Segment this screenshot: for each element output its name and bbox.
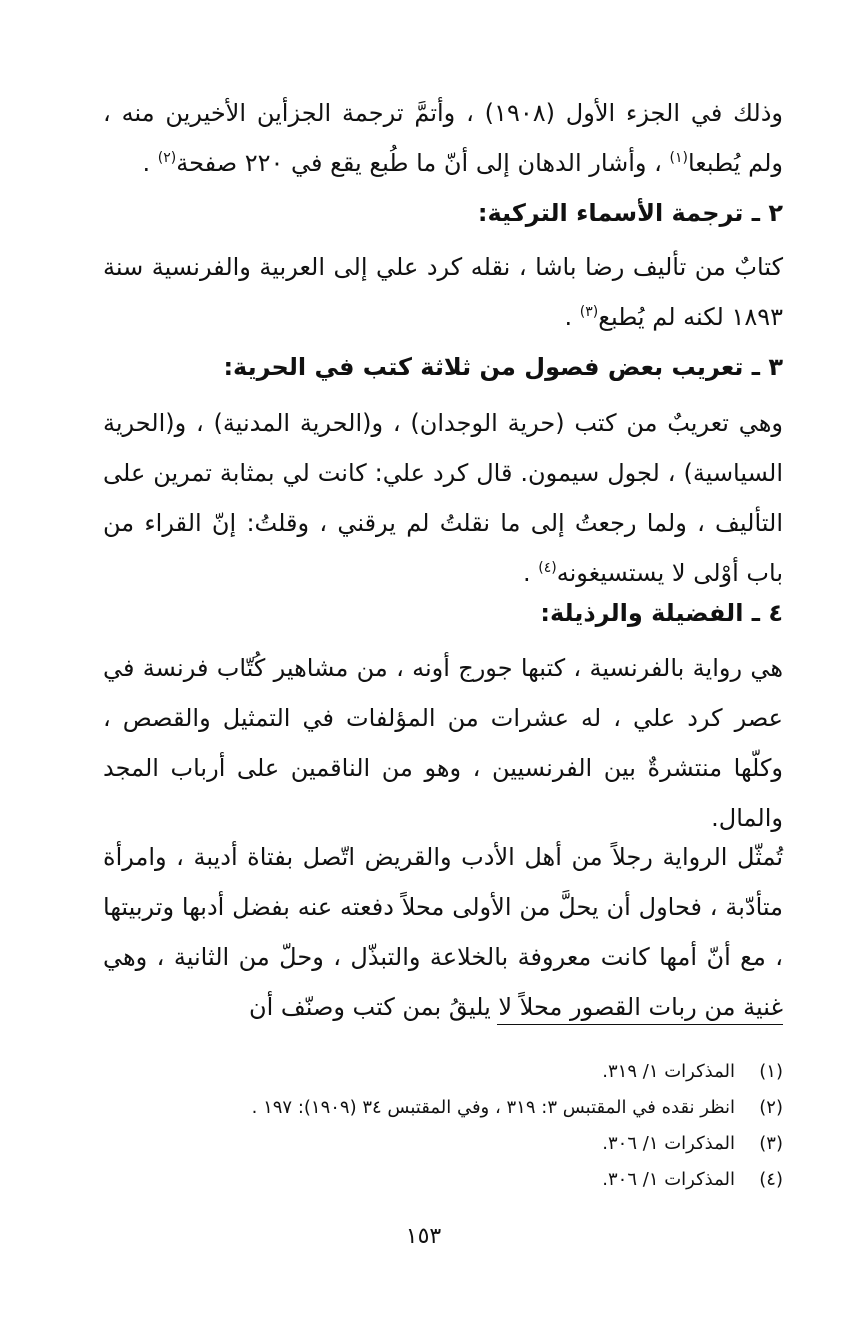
footnote-ref-1: (١) (669, 150, 688, 166)
footnote-1-text: المذكرات ١/ ٣١٩. (602, 1061, 735, 1082)
heading-3-freedom-books: ٣ ـ تعريب بعض فصول من ثلاثة كتب في الحرية: (223, 353, 783, 381)
paragraph-2 (103, 242, 783, 342)
heading-4-virtue-vice: ٤ ـ الفضيلة والرذيلة: (540, 599, 783, 627)
footnote-1 (103, 1054, 783, 1090)
footnote-ref-3: (٣) (579, 304, 599, 320)
footnote-divider (497, 1024, 783, 1025)
paragraph-2-text-b: . (564, 303, 580, 331)
footnote-ref-4: (٤) (538, 560, 557, 576)
paragraph-4: هي رواية بالفرنسية ، كتبها جورج أونه ، من مشاهير كُتّاب فرنسة في عصر كرد علي ، له عشرات من المؤلفات في التمثيل والقصص ، وكلّها منتشرةٌ بين الفرنسيين ، وهو من الناقمين على أرباب المجد والمال. (103, 654, 783, 832)
paragraph-1-text-c: . (142, 149, 158, 177)
paragraph-3 (103, 398, 783, 598)
paragraph-3-text-b: . (523, 559, 539, 587)
paragraph-5: تُمثّل الرواية رجلاً من أهل الأدب والقريض اتّصل بفتاة أديبة ، وامرأة متأدّبة ، فحاول أن يحلَّ من الأولى محلاً دفعته عنه بفضل أدبها وتربيتها ، مع أنّ أمها كانت معروفة بالخلاعة والتبذّل ، وحلّ من الثانية ، وهي غنية من ربات القصور محلاً لا يليقُ بمن كتب وصنّف أن (103, 843, 783, 1021)
footnote-4-number: (٤) (759, 1169, 783, 1190)
page-number: ١٥٣ (405, 1224, 442, 1249)
paragraph-1-text-b: ، وأشار الدهان إلى أنّ ما طُبع يقع في ٢٢٠ صفحة (176, 149, 670, 177)
footnote-ref-2: (٢) (157, 150, 177, 166)
footnote-3 (103, 1126, 783, 1162)
footnote-3-text: المذكرات ١/ ٣٠٦. (602, 1133, 735, 1154)
footnote-2 (103, 1090, 783, 1126)
paragraph-2-text-a: كتابٌ من تأليف رضا باشا ، نقله كرد علي إلى العربية والفرنسية سنة ١٨٩٣ لكنه لم يُطبع (103, 253, 783, 331)
paragraph-3-text-a: وهي تعريبٌ من كتب (حرية الوجدان) ، و(الحرية المدنية) ، و(الحرية السياسية) ، لجول سيمون. قال كرد علي: كانت لي بمثابة تمرين على التأليف ، ولما رجعتُ إلى ما نقلتُ لم يرقني ، وقلتُ: إنّ القراء من باب أوْلى لا يستسيغونه (103, 409, 783, 587)
paragraph-1-text-a: وذلك في الجزء الأول (١٩٠٨) ، وأتمَّ ترجمة الجزأين الأخيرين منه ، ولم يُطبعا (103, 99, 783, 177)
footnote-2-number: (٢) (759, 1097, 783, 1118)
footnote-4-text: المذكرات ١/ ٣٠٦. (602, 1169, 735, 1190)
footnote-4 (103, 1162, 783, 1198)
paragraph-1 (103, 88, 783, 188)
footnote-2-text: انظر نقده في المقتبس ٣: ٣١٩ ، وفي المقتبس ٣٤ (١٩٠٩): ١٩٧ . (251, 1097, 735, 1118)
heading-2-turkish-names: ٢ ـ ترجمة الأسماء التركية: (477, 199, 783, 227)
footnote-3-number: (٣) (759, 1133, 783, 1154)
footnotes (103, 1054, 783, 1198)
footnote-1-number: (١) (759, 1061, 783, 1082)
